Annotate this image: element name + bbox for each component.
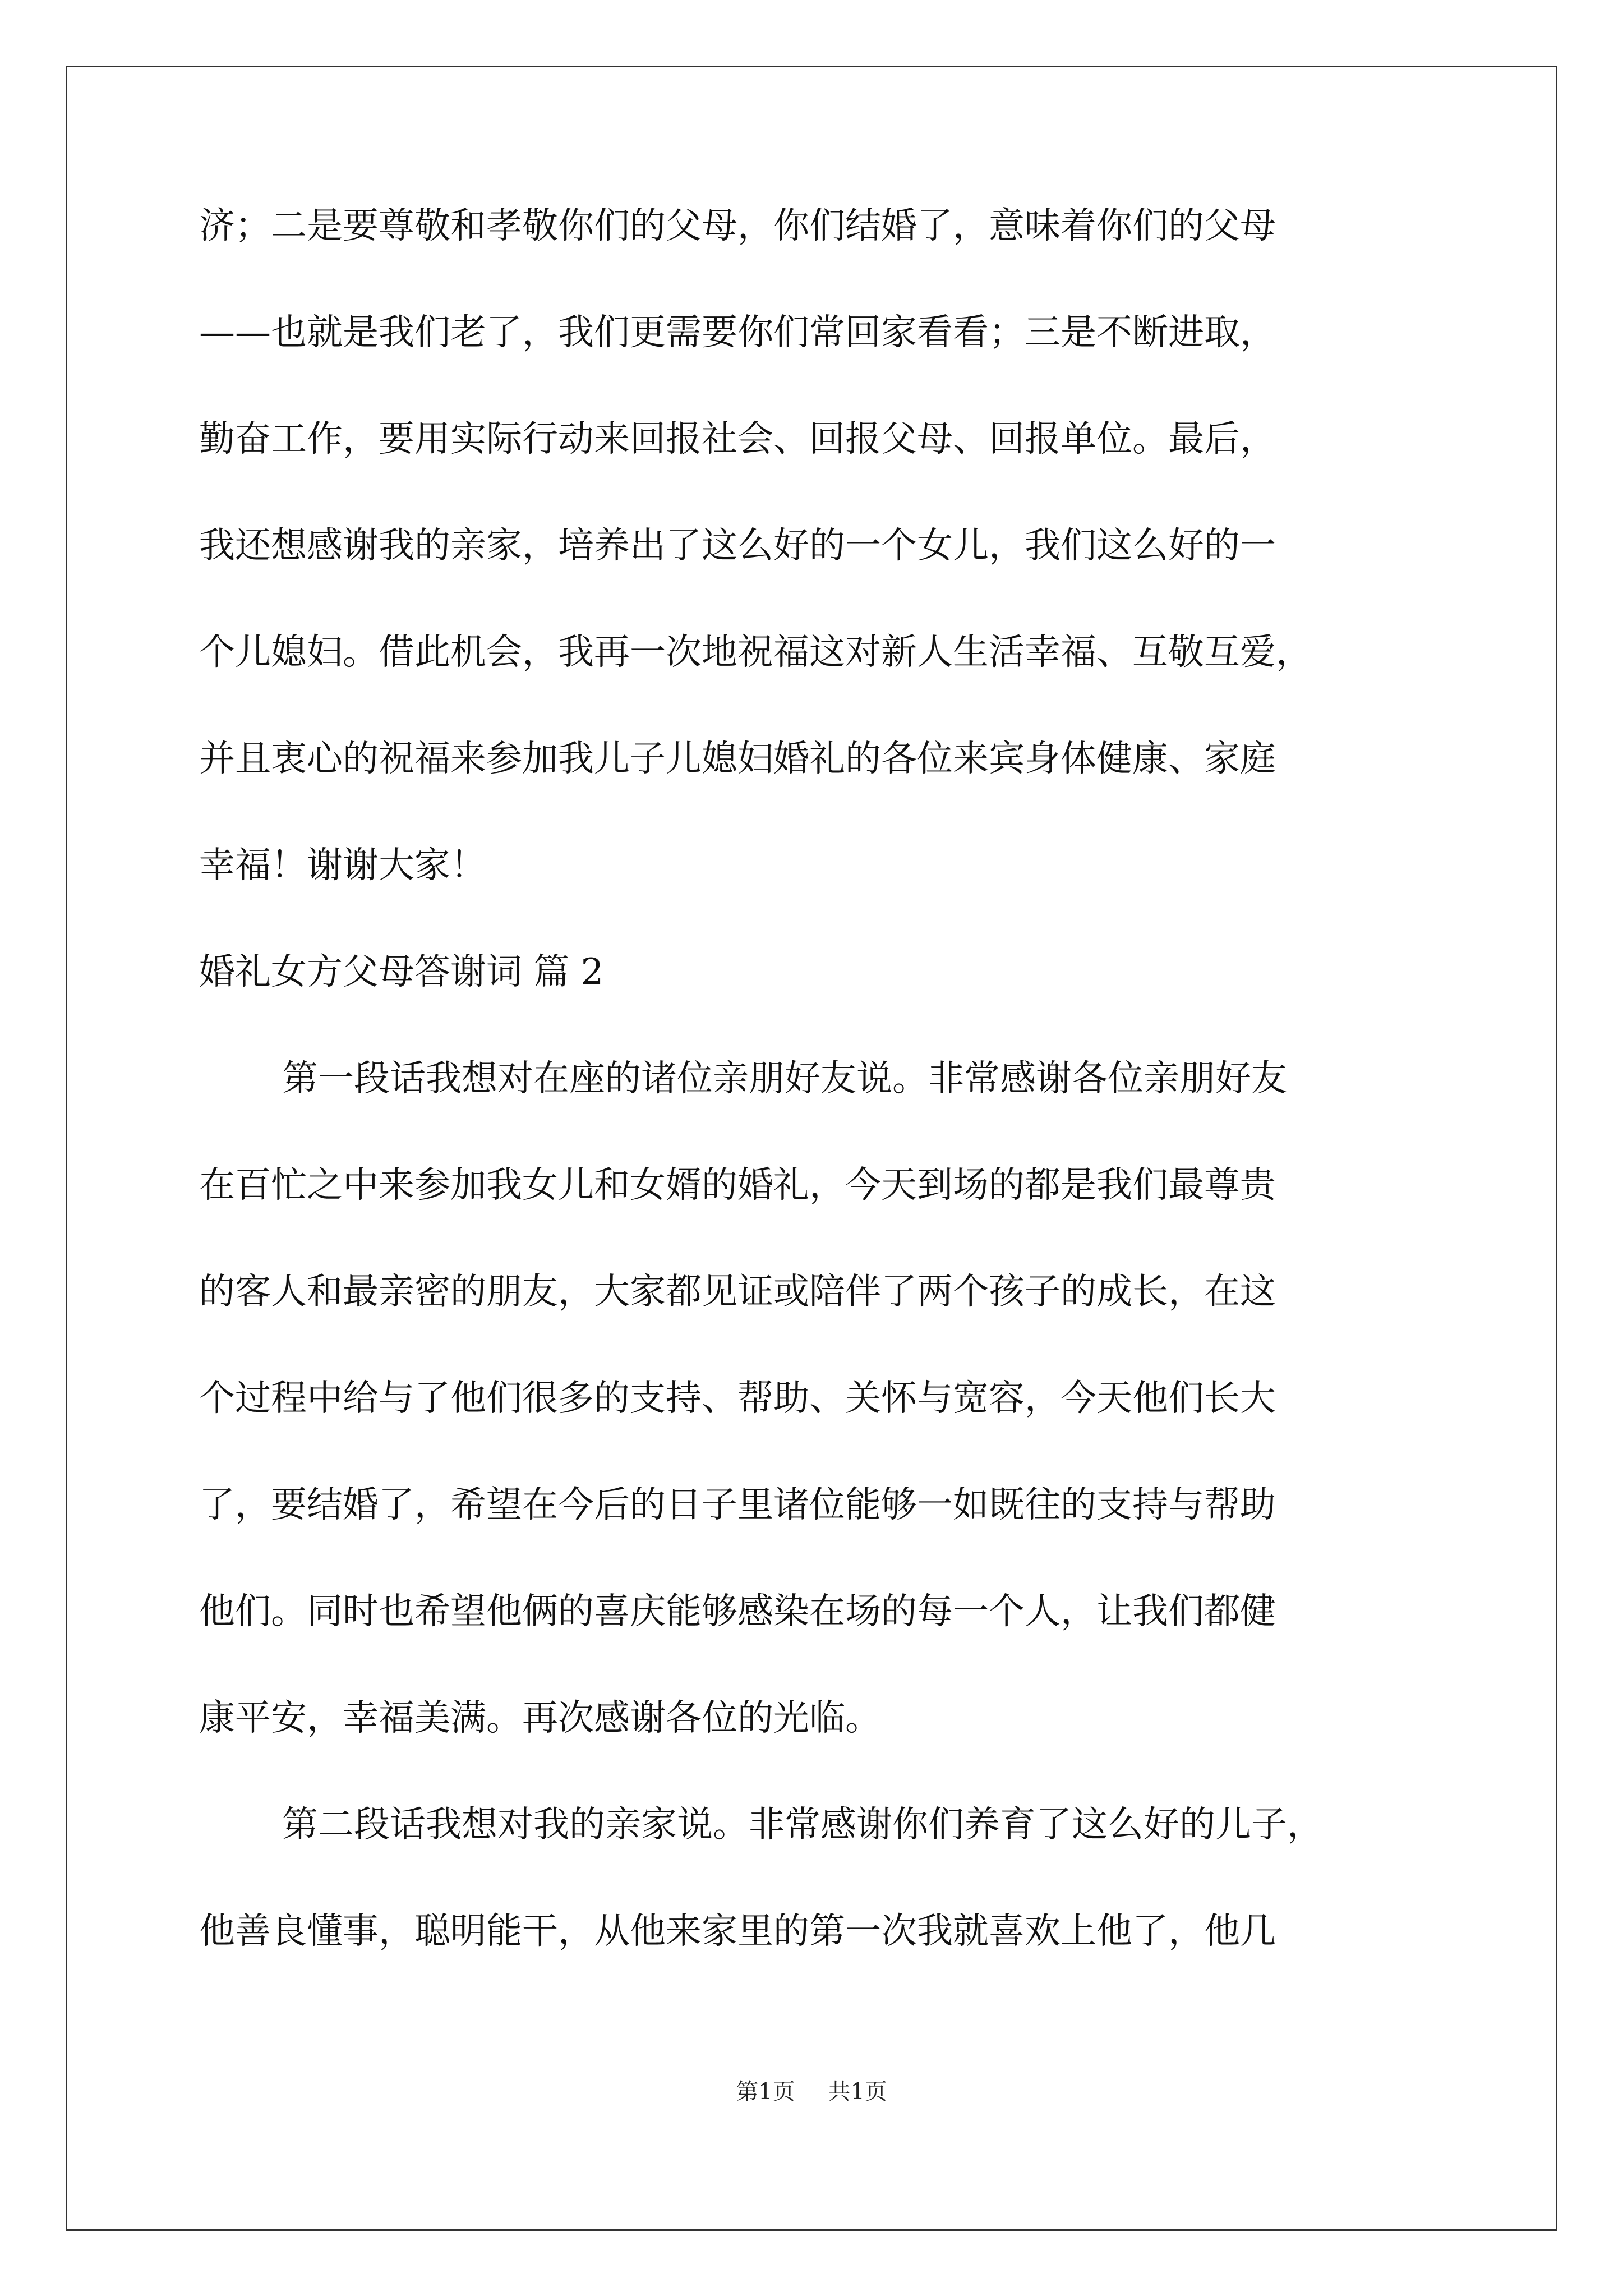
paragraph-line: 康平安，幸福美满。再次感谢各位的光临。 [199,1697,881,1739]
page-footer [0,2078,1623,2105]
document-body [199,205,1438,2019]
paragraph-line: 个过程中给与了他们很多的支持、帮助、关怀与宽容，今天他们长大 [199,1378,1276,1419]
paragraph-line: 在百忙之中来参加我女儿和女婿的婚礼，今天到场的都是我们最尊贵 [199,1165,1276,1206]
paragraph-line: 幸福！谢谢大家！ [199,845,486,886]
paragraph-line: 并且衷心的祝福来参加我儿子儿媳妇婚礼的各位来宾身体健康、家庭 [199,738,1276,780]
paragraph-line: 的客人和最亲密的朋友，大家都见证或陪伴了两个孩子的成长，在这 [199,1271,1276,1313]
paragraph-line: 他善良懂事，聪明能干，从他来家里的第一次我就喜欢上他了，他几 [199,1911,1276,1952]
paragraph-line: 了，要结婚了，希望在今后的日子里诸位能够一如既往的支持与帮助 [199,1484,1276,1526]
paragraph-line: 勤奋工作，要用实际行动来回报社会、回报父母、回报单位。最后， [199,418,1276,460]
page-number: 第1页 [736,2079,795,2105]
page-count: 共1页 [828,2079,887,2105]
paragraph-line: 他们。同时也希望他俩的喜庆能够感染在场的每一个人，让我们都健 [199,1591,1276,1632]
paragraph-line: ——也就是我们老了，我们更需要你们常回家看看；三是不断进取， [199,312,1276,353]
section-heading: 婚礼女方父母答谢词 篇 2 [199,951,604,993]
paragraph-line: 济；二是要尊敬和孝敬你们的父母，你们结婚了，意味着你们的父母 [199,205,1276,247]
paragraph-first-line: 第二段话我想对我的亲家说。非常感谢你们养育了这么好的儿子， [282,1804,1323,1846]
paragraph-line: 个儿媳妇。借此机会，我再一次地祝福这对新人生活幸福、互敬互爱， [199,632,1312,673]
paragraph-line: 我还想感谢我的亲家，培养出了这么好的一个女儿，我们这么好的一 [199,525,1276,567]
paragraph-first-line: 第一段话我想对在座的诸位亲朋好友说。非常感谢各位亲朋好友 [282,1058,1287,1099]
